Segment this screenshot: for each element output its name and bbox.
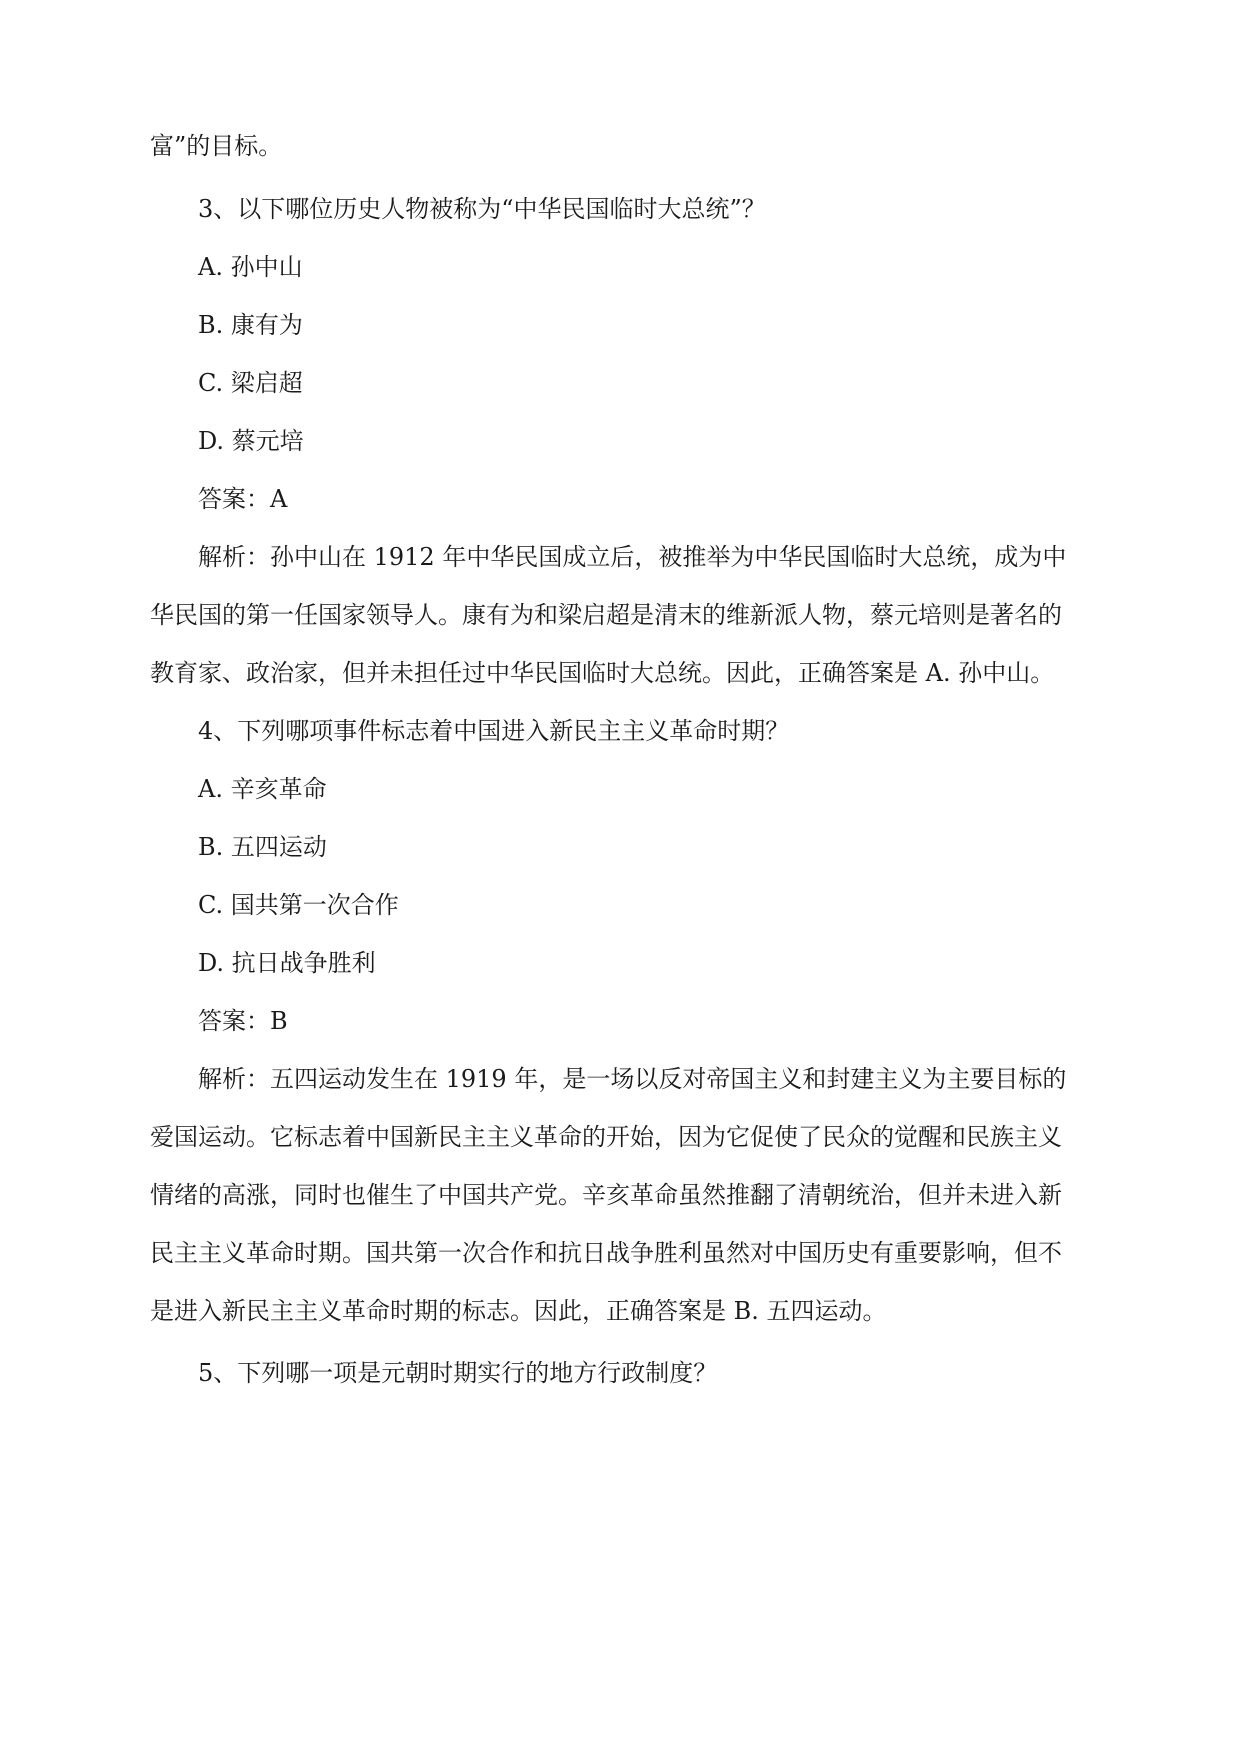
option-c: C. 国共第一次合作 — [198, 891, 399, 919]
explanation-line: 解析：孙中山在 1912 年中华民国成立后，被推举为中华民国临时大总统，成为中 — [198, 543, 1067, 571]
option-a: A. 辛亥革命 — [198, 775, 327, 803]
option-a: A. 孙中山 — [198, 253, 303, 281]
explanation-line: 教育家、政治家，但并未担任过中华民国临时大总统。因此，正确答案是 A. 孙中山。 — [150, 659, 1055, 687]
explanation-line: 爱国运动。它标志着中国新民主主义革命的开始，因为它促使了民众的觉醒和民族主义 — [150, 1123, 1062, 1151]
answer: 答案：B — [198, 1007, 288, 1035]
option-b: B. 五四运动 — [198, 833, 327, 861]
question-5: 5、下列哪一项是元朝时期实行的地方行政制度？ — [198, 1359, 718, 1387]
option-d: D. 蔡元培 — [198, 427, 304, 455]
option-d: D. 抗日战争胜利 — [198, 949, 376, 977]
question-4: 4、下列哪项事件标志着中国进入新民主主义革命时期？ — [198, 717, 790, 745]
question-3: 3、以下哪位历史人物被称为“中华民国临时大总统”？ — [198, 195, 766, 223]
explanation-line: 解析：五四运动发生在 1919 年，是一场以反对帝国主义和封建主义为主要目标的 — [198, 1065, 1067, 1093]
text-line: 富”的目标。 — [150, 132, 283, 160]
explanation-line: 是进入新民主主义革命时期的标志。因此，正确答案是 B. 五四运动。 — [150, 1297, 887, 1325]
answer: 答案：A — [198, 485, 288, 513]
option-c: C. 梁启超 — [198, 369, 303, 397]
option-b: B. 康有为 — [198, 311, 303, 339]
explanation-line: 民主主义革命时期。国共第一次合作和抗日战争胜利虽然对中国历史有重要影响，但不 — [150, 1239, 1062, 1267]
explanation-line: 情绪的高涨，同时也催生了中国共产党。辛亥革命虽然推翻了清朝统治，但并未进入新 — [150, 1181, 1062, 1209]
explanation-line: 华民国的第一任国家领导人。康有为和梁启超是清末的维新派人物，蔡元培则是著名的 — [150, 601, 1062, 629]
